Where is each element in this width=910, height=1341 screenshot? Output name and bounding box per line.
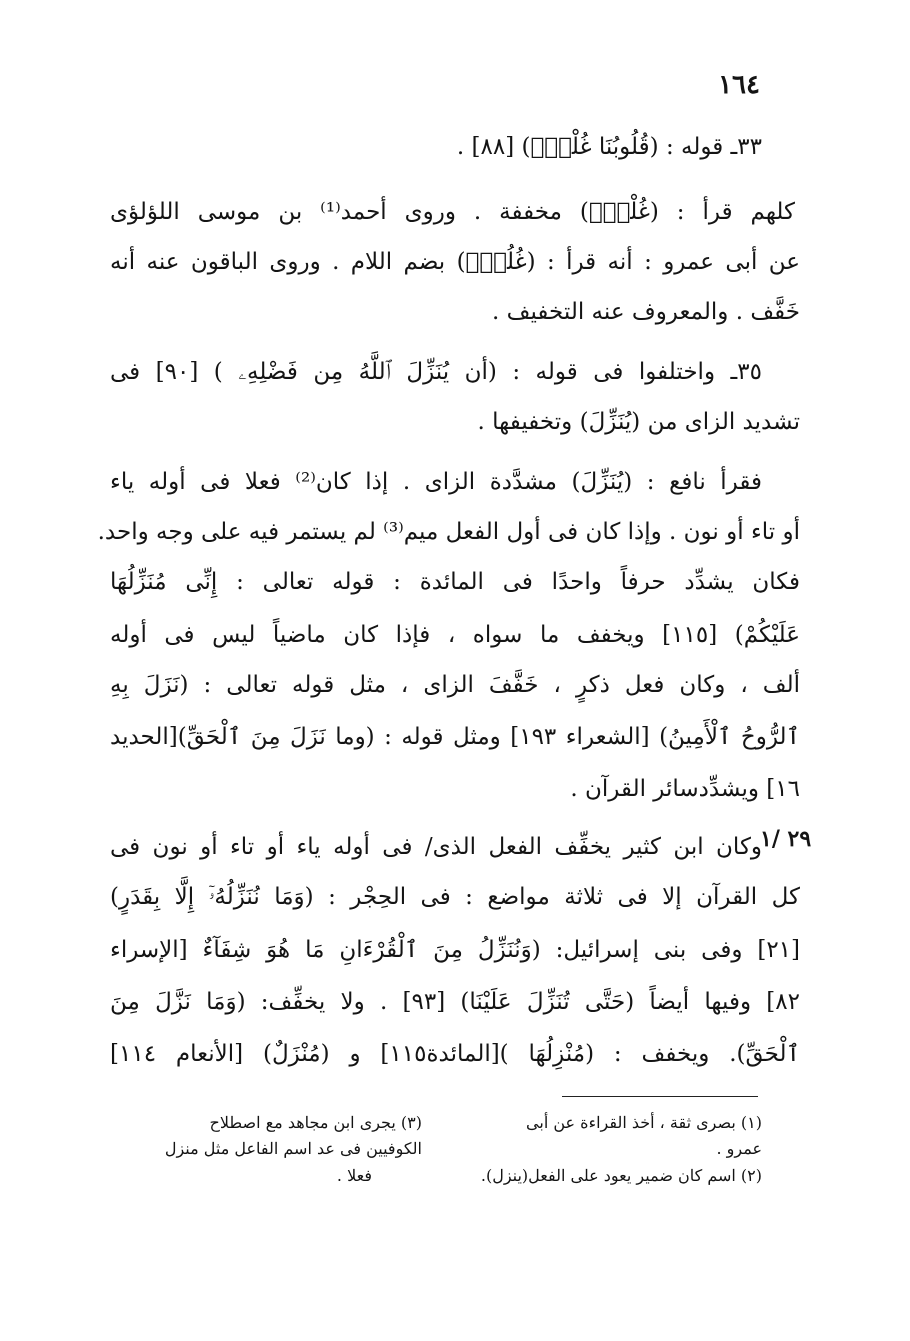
text-line: فقرأ نافع : (يُنَزِّلَ) مشدَّدة الزاى . إذا كان⁽²⁾ فعلا فى أوله ياء [110,469,763,495]
text-line: وكان ابن كثير يخفِّف الفعل الذى/ فى أوله ياء أو تاء أو نون فى [110,834,762,860]
footnote-2: (٢) اسم كان ضمير يعود على الفعل(ينزل). [480,1166,762,1185]
text-line: ٣٣ـ قوله : (قُلُوبُنَا غُلْفُۢ) [٨٨] . [456,134,762,160]
footnote-3-cont: الكوفيين فى عد اسم الفاعل مثل منزل [164,1139,422,1158]
text-line: ٨٢] وفيها أيضاً (حَتَّى تُنَزِّلَ عَلَيْنَا) [٩٣] . ولا يخفِّف: (وَمَا نَزَّلَ مِنَ [110,989,800,1015]
text-line: كل القرآن إلا فى ثلاثة مواضع : فى الحِجْر : (وَمَا نُنَزِّلُهُۥٓ إِلَّا بِقَدَرٍ) [110,884,800,910]
margin-folio-note: ٢٩ /١ [760,826,812,852]
footnote-1-cont: عمرو . [716,1139,762,1158]
text-line: فكان يشدِّد حرفاً واحدًا فى المائدة : قوله تعالى : إِنِّى مُنَزِّلُهَا [110,569,800,595]
text-line: عَلَيْكُمْ) [١١٥] ويخفف ما سواه ، فإذا كان ماضياً ليس فى أوله [110,622,800,648]
text-line: تشديد الزاى من (يُنَزِّلَ) وتخفيفها . [477,409,800,435]
text-line: ٱلرُّوحُ ٱلْأَمِينُ) [الشعراء ١٩٣] ومثل قوله : (وما نَزَلَ مِنَ ٱلْحَقِّ)[الحديد [110,724,800,750]
text-line: ٣٥ـ واختلفوا فى قوله : (أن يُنَزِّلَ ٱللَّهُ مِن فَضْلِهِۦ ) [٩٠] فى [110,359,762,385]
text-line: [٢١] وفى بنى إسرائيل: (وَنُنَزِّلُ مِنَ ٱلْقُرْءَانِ مَا هُوَ شِفَآءٌ [الإسراء [110,937,801,963]
text-line: ألف ، وكان فعل ذكرٍ ، خَفَّفَ الزاى ، مثل قوله تعالى : (نَزَلَ بِهِ [110,672,800,698]
text-line: عن أبى عمرو : أنه قرأ : (غُلُفُۢ) بضم اللام . وروى الباقون عنه أنه [110,249,800,275]
page-number: ١٦٤ [718,70,760,100]
footnote-3: (٣) يجرى ابن مجاهد مع اصطلاح [209,1113,422,1132]
text-line: ٱلْحَقِّ). ويخفف : (مُنْزِلُهَا )[المائدة١١٥] و (مُنْزَلٌ) [الأنعام ١١٤] [110,1041,800,1067]
footnote-3-end: فعلا . [336,1166,372,1185]
footnote-1: (١) بصرى ثقة ، أخذ القراءة عن أبى [526,1113,762,1132]
text-line: كلهم قرأ : (غُلْفُۢ) مخففة . وروى أحمد⁽¹⁾ بن موسى اللؤلؤى [110,199,796,225]
text-line: خَفَّف . والمعروف عنه التخفيف . [492,299,800,325]
text-line: ١٦] ويشدِّدسائر القرآن . [570,776,800,802]
footnote-separator [562,1096,758,1097]
text-line: أو تاء أو نون . وإذا كان فى أول الفعل ميم⁽³⁾ لم يستمر فيه على وجه واحد. [97,519,800,545]
